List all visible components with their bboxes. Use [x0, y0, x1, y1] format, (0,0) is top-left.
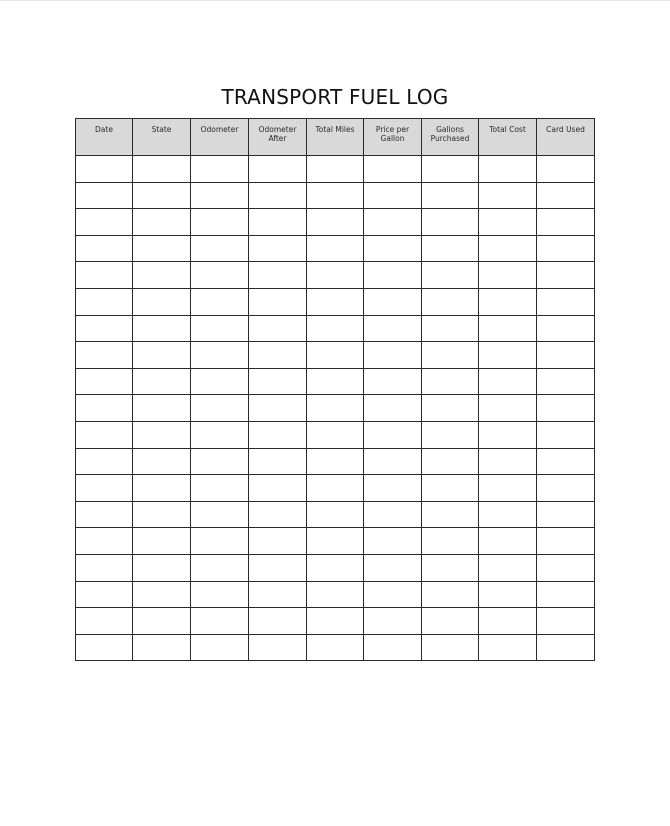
- cell-date: [76, 475, 133, 502]
- column-header-gallons-purchased: Gallons Purchased: [422, 119, 479, 156]
- cell-price-per-gallon: [364, 288, 422, 315]
- cell-odometer-after: [249, 395, 307, 422]
- cell-date: [76, 608, 133, 635]
- cell-state: [133, 342, 191, 369]
- table-row: [76, 634, 595, 661]
- cell-total-miles: [307, 501, 364, 528]
- cell-odometer-after: [249, 554, 307, 581]
- cell-card-used: [537, 395, 595, 422]
- cell-total-cost: [479, 608, 537, 635]
- cell-state: [133, 262, 191, 289]
- cell-total-cost: [479, 634, 537, 661]
- cell-gallons-purchased: [422, 448, 479, 475]
- cell-price-per-gallon: [364, 528, 422, 555]
- cell-odometer: [191, 395, 249, 422]
- cell-gallons-purchased: [422, 608, 479, 635]
- cell-odometer-after: [249, 262, 307, 289]
- cell-odometer-after: [249, 315, 307, 342]
- cell-odometer: [191, 288, 249, 315]
- cell-total-miles: [307, 448, 364, 475]
- table-row: [76, 581, 595, 608]
- cell-total-cost: [479, 342, 537, 369]
- cell-price-per-gallon: [364, 342, 422, 369]
- table-row: [76, 156, 595, 183]
- cell-odometer-after: [249, 368, 307, 395]
- cell-price-per-gallon: [364, 368, 422, 395]
- cell-odometer-after: [249, 288, 307, 315]
- cell-price-per-gallon: [364, 501, 422, 528]
- cell-gallons-purchased: [422, 262, 479, 289]
- cell-total-cost: [479, 288, 537, 315]
- cell-odometer: [191, 262, 249, 289]
- cell-gallons-purchased: [422, 421, 479, 448]
- cell-total-miles: [307, 156, 364, 183]
- cell-odometer: [191, 581, 249, 608]
- cell-odometer-after: [249, 528, 307, 555]
- cell-date: [76, 209, 133, 236]
- cell-total-miles: [307, 262, 364, 289]
- cell-gallons-purchased: [422, 288, 479, 315]
- cell-state: [133, 501, 191, 528]
- cell-card-used: [537, 634, 595, 661]
- fuel-log-table: [75, 118, 595, 661]
- cell-odometer: [191, 554, 249, 581]
- cell-card-used: [537, 501, 595, 528]
- cell-odometer-after: [249, 342, 307, 369]
- cell-odometer-after: [249, 156, 307, 183]
- cell-state: [133, 315, 191, 342]
- cell-odometer: [191, 528, 249, 555]
- cell-date: [76, 528, 133, 555]
- page-top-edge: [0, 0, 670, 1]
- table-row: [76, 421, 595, 448]
- cell-total-cost: [479, 554, 537, 581]
- cell-total-miles: [307, 421, 364, 448]
- cell-card-used: [537, 475, 595, 502]
- cell-total-miles: [307, 342, 364, 369]
- cell-gallons-purchased: [422, 156, 479, 183]
- cell-price-per-gallon: [364, 395, 422, 422]
- table-row: [76, 288, 595, 315]
- cell-gallons-purchased: [422, 395, 479, 422]
- cell-card-used: [537, 528, 595, 555]
- cell-date: [76, 182, 133, 209]
- cell-odometer-after: [249, 209, 307, 236]
- table-row: [76, 475, 595, 502]
- cell-total-cost: [479, 395, 537, 422]
- cell-gallons-purchased: [422, 528, 479, 555]
- cell-total-cost: [479, 209, 537, 236]
- cell-odometer-after: [249, 448, 307, 475]
- cell-total-miles: [307, 182, 364, 209]
- cell-date: [76, 395, 133, 422]
- cell-state: [133, 209, 191, 236]
- cell-price-per-gallon: [364, 315, 422, 342]
- table-row: [76, 395, 595, 422]
- cell-total-cost: [479, 448, 537, 475]
- cell-gallons-purchased: [422, 182, 479, 209]
- table-row: [76, 448, 595, 475]
- cell-odometer: [191, 182, 249, 209]
- cell-gallons-purchased: [422, 475, 479, 502]
- cell-total-cost: [479, 528, 537, 555]
- header-row: [76, 119, 595, 156]
- cell-total-miles: [307, 528, 364, 555]
- cell-date: [76, 501, 133, 528]
- cell-total-cost: [479, 156, 537, 183]
- cell-date: [76, 342, 133, 369]
- column-header-odometer: Odometer: [191, 119, 249, 156]
- cell-state: [133, 156, 191, 183]
- cell-total-miles: [307, 209, 364, 236]
- cell-card-used: [537, 581, 595, 608]
- table-row: [76, 368, 595, 395]
- cell-total-cost: [479, 475, 537, 502]
- cell-total-miles: [307, 475, 364, 502]
- cell-total-miles: [307, 634, 364, 661]
- cell-price-per-gallon: [364, 262, 422, 289]
- cell-odometer: [191, 501, 249, 528]
- cell-gallons-purchased: [422, 368, 479, 395]
- cell-odometer-after: [249, 501, 307, 528]
- cell-state: [133, 182, 191, 209]
- cell-total-cost: [479, 368, 537, 395]
- cell-price-per-gallon: [364, 156, 422, 183]
- table-row: [76, 608, 595, 635]
- cell-date: [76, 634, 133, 661]
- cell-odometer: [191, 368, 249, 395]
- column-header-total-miles: Total Miles: [307, 119, 364, 156]
- cell-state: [133, 448, 191, 475]
- cell-card-used: [537, 448, 595, 475]
- cell-odometer: [191, 235, 249, 262]
- cell-total-miles: [307, 554, 364, 581]
- cell-odometer-after: [249, 581, 307, 608]
- cell-date: [76, 235, 133, 262]
- cell-odometer: [191, 421, 249, 448]
- cell-date: [76, 262, 133, 289]
- cell-gallons-purchased: [422, 235, 479, 262]
- cell-odometer: [191, 315, 249, 342]
- cell-total-cost: [479, 235, 537, 262]
- cell-total-miles: [307, 315, 364, 342]
- table-row: [76, 235, 595, 262]
- cell-total-miles: [307, 581, 364, 608]
- cell-date: [76, 368, 133, 395]
- cell-gallons-purchased: [422, 209, 479, 236]
- cell-gallons-purchased: [422, 342, 479, 369]
- cell-total-cost: [479, 315, 537, 342]
- cell-total-miles: [307, 235, 364, 262]
- cell-odometer: [191, 156, 249, 183]
- table-row: [76, 342, 595, 369]
- column-header-price-per-gallon: Price per Gallon: [364, 119, 422, 156]
- column-header-date: Date: [76, 119, 133, 156]
- cell-odometer-after: [249, 235, 307, 262]
- table-row: [76, 182, 595, 209]
- cell-price-per-gallon: [364, 448, 422, 475]
- cell-card-used: [537, 315, 595, 342]
- cell-state: [133, 421, 191, 448]
- cell-state: [133, 395, 191, 422]
- cell-state: [133, 235, 191, 262]
- cell-card-used: [537, 368, 595, 395]
- cell-state: [133, 634, 191, 661]
- table-row: [76, 315, 595, 342]
- cell-date: [76, 288, 133, 315]
- cell-odometer: [191, 209, 249, 236]
- cell-odometer-after: [249, 608, 307, 635]
- cell-total-cost: [479, 421, 537, 448]
- cell-date: [76, 554, 133, 581]
- cell-odometer: [191, 634, 249, 661]
- cell-odometer: [191, 342, 249, 369]
- table-row: [76, 528, 595, 555]
- column-header-state: State: [133, 119, 191, 156]
- cell-card-used: [537, 421, 595, 448]
- cell-state: [133, 554, 191, 581]
- cell-total-cost: [479, 581, 537, 608]
- cell-state: [133, 581, 191, 608]
- cell-odometer-after: [249, 475, 307, 502]
- cell-total-cost: [479, 262, 537, 289]
- cell-card-used: [537, 209, 595, 236]
- cell-odometer-after: [249, 634, 307, 661]
- cell-total-miles: [307, 368, 364, 395]
- cell-total-miles: [307, 395, 364, 422]
- cell-date: [76, 421, 133, 448]
- cell-price-per-gallon: [364, 182, 422, 209]
- table-row: [76, 554, 595, 581]
- cell-card-used: [537, 156, 595, 183]
- column-header-odometer-after: Odometer After: [249, 119, 307, 156]
- cell-card-used: [537, 554, 595, 581]
- cell-price-per-gallon: [364, 608, 422, 635]
- cell-odometer-after: [249, 421, 307, 448]
- cell-total-cost: [479, 182, 537, 209]
- cell-price-per-gallon: [364, 581, 422, 608]
- cell-odometer: [191, 608, 249, 635]
- column-header-total-cost: Total Cost: [479, 119, 537, 156]
- cell-price-per-gallon: [364, 421, 422, 448]
- cell-card-used: [537, 235, 595, 262]
- cell-odometer-after: [249, 182, 307, 209]
- cell-price-per-gallon: [364, 235, 422, 262]
- cell-total-cost: [479, 501, 537, 528]
- cell-gallons-purchased: [422, 315, 479, 342]
- cell-card-used: [537, 342, 595, 369]
- page-title: TRANSPORT FUEL LOG: [221, 85, 449, 110]
- cell-card-used: [537, 262, 595, 289]
- cell-card-used: [537, 182, 595, 209]
- table-body: [76, 156, 595, 661]
- cell-card-used: [537, 288, 595, 315]
- cell-card-used: [537, 608, 595, 635]
- cell-gallons-purchased: [422, 554, 479, 581]
- cell-state: [133, 608, 191, 635]
- table-row: [76, 501, 595, 528]
- cell-total-miles: [307, 608, 364, 635]
- cell-total-miles: [307, 288, 364, 315]
- cell-odometer: [191, 448, 249, 475]
- cell-price-per-gallon: [364, 634, 422, 661]
- column-header-card-used: Card Used: [537, 119, 595, 156]
- cell-date: [76, 448, 133, 475]
- cell-date: [76, 315, 133, 342]
- cell-state: [133, 368, 191, 395]
- cell-date: [76, 156, 133, 183]
- cell-price-per-gallon: [364, 475, 422, 502]
- cell-price-per-gallon: [364, 209, 422, 236]
- cell-state: [133, 288, 191, 315]
- cell-gallons-purchased: [422, 501, 479, 528]
- table-row: [76, 262, 595, 289]
- cell-date: [76, 581, 133, 608]
- cell-price-per-gallon: [364, 554, 422, 581]
- cell-odometer: [191, 475, 249, 502]
- cell-gallons-purchased: [422, 581, 479, 608]
- table-row: [76, 209, 595, 236]
- cell-gallons-purchased: [422, 634, 479, 661]
- cell-state: [133, 528, 191, 555]
- cell-state: [133, 475, 191, 502]
